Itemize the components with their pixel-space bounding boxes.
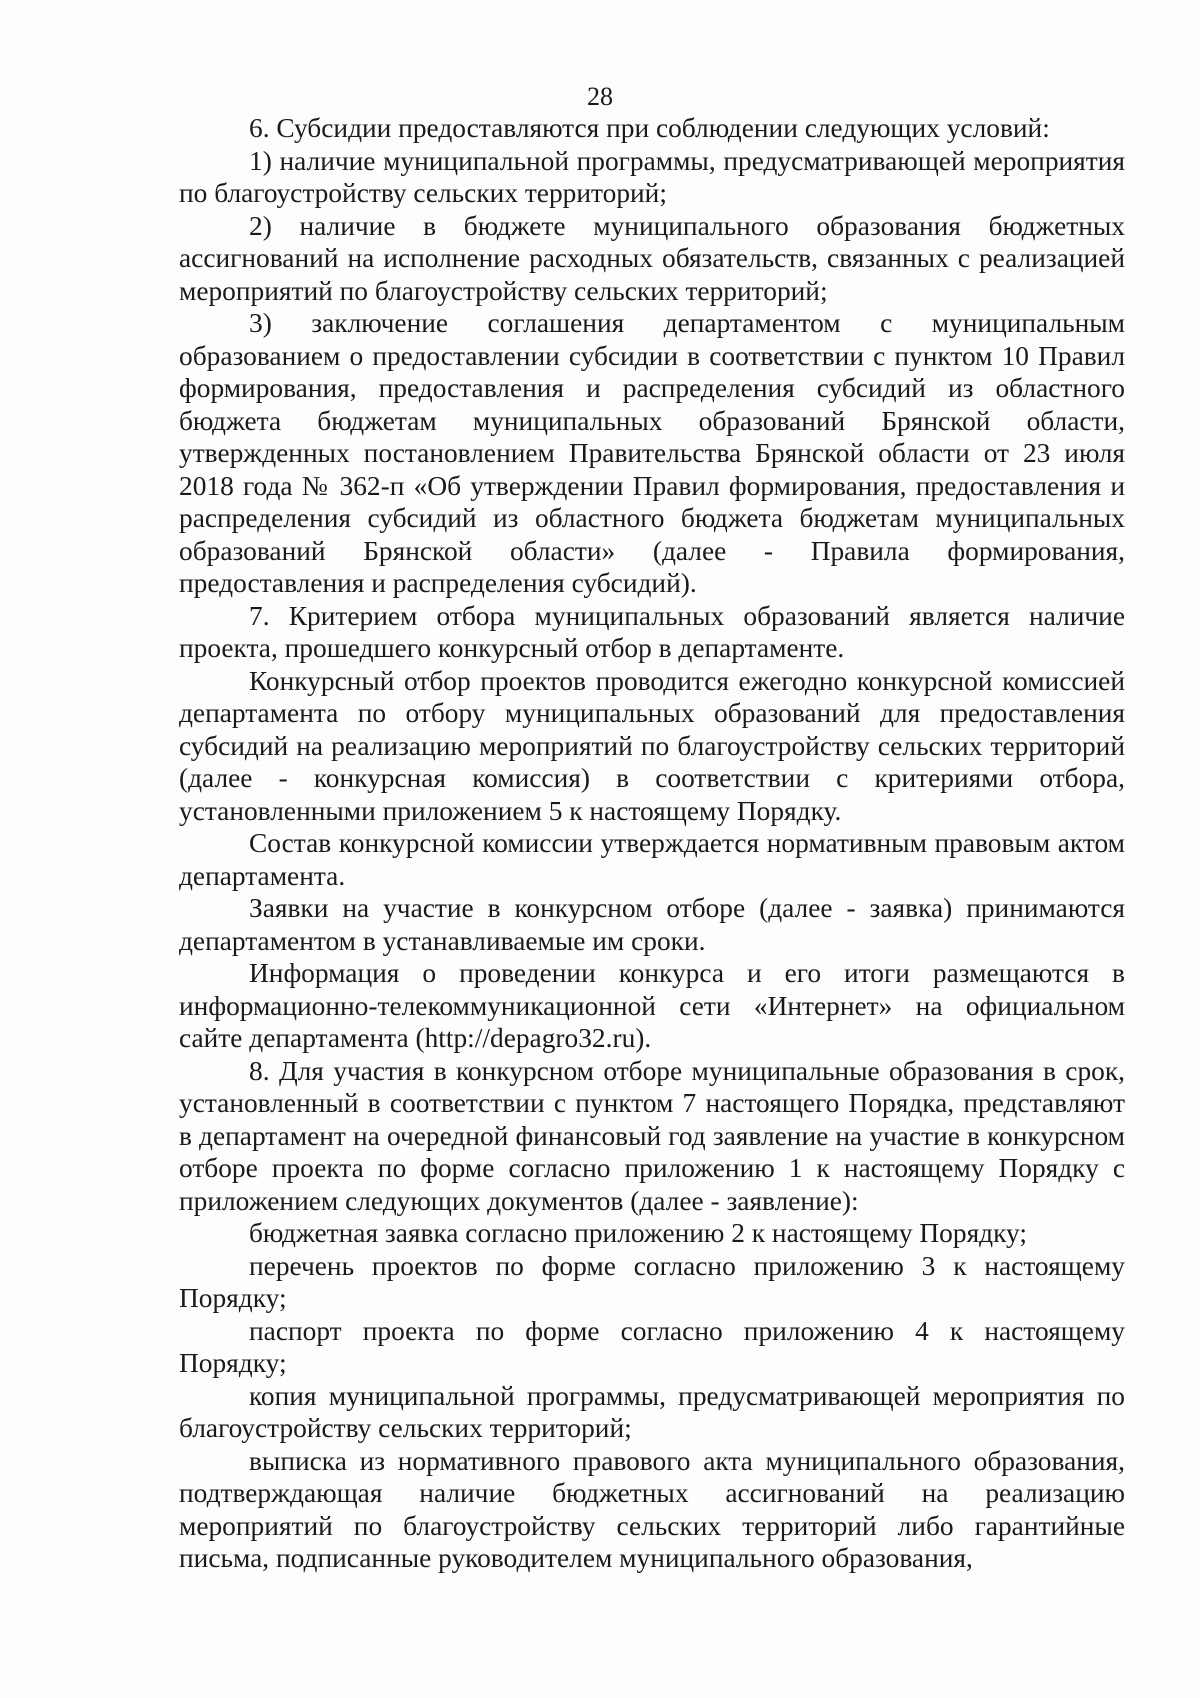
paragraph-7-applications: Заявки на участие в конкурсном отборе (далее - заявка) принимаются департаментом в устанавливаемые им сроки.	[179, 893, 1125, 956]
list-item-project-passport: паспорт проекта по форме согласно приложению 4 к настоящему Порядку;	[179, 1315, 1125, 1378]
paragraph-7-commission: Состав конкурсной комиссии утверждается нормативным правовым актом департамента.	[179, 828, 1125, 891]
paragraph-7-selection: Конкурсный отбор проектов проводится ежегодно конкурсной комиссией департамента по отбору муниципальных образований для предоставления субсидий на реализацию мероприятий по благоустройству сельских территорий (далее - конкурсная комиссия) в соответствии с критериями отбора, установленными приложением 5 к настоящему Порядку.	[179, 665, 1125, 826]
paragraph-6-3: 3) заключение соглашения департаментом с муниципальным образованием о предоставлении субсидии в соответствии с пунктом 10 Правил формирования, предоставления и распределения субсидий из областного бюджета бюджетам муниципальных образований Брянской области, утвержденных постановлением Правительства Брянской области от 23 июля 2018 года № 362-п «Об утверждении Правил формирования, предоставления и распределения субсидий из областного бюджета бюджетам муниципальных образований Брянской области» (далее - Правила формирования, предоставления и распределения субсидий).	[179, 308, 1125, 598]
list-item-program-copy: копия муниципальной программы, предусматривающей мероприятия по благоустройству сельских территорий;	[179, 1380, 1125, 1443]
paragraph-8: 8. Для участия в конкурсном отборе муниципальные образования в срок, установленный в соответствии с пунктом 7 настоящего Порядка, представляют в департамент на очередной финансовый год заявление на участие в конкурсном отборе проекта по форме согласно приложению 1 к настоящему Порядку с приложением следующих документов (далее - заявление):	[179, 1055, 1125, 1216]
paragraph-6-2: 2) наличие в бюджете муниципального образования бюджетных ассигнований на исполнение расходных обязательств, связанных с реализацией мероприятий по благоустройству сельских территорий;	[179, 210, 1125, 306]
paragraph-7: 7. Критерием отбора муниципальных образований является наличие проекта, прошедшего конкурсный отбор в департаменте.	[179, 600, 1125, 663]
list-item-project-list: перечень проектов по форме согласно приложению 3 к настоящему Порядку;	[179, 1250, 1125, 1313]
list-item-budget-request: бюджетная заявка согласно приложению 2 к настоящему Порядку;	[249, 1218, 1027, 1248]
document-body	[179, 112, 1125, 1575]
paragraph-7-information: Информация о проведении конкурса и его итоги размещаются в информационно-телекоммуникационной сети «Интернет» на официальном сайте департамента (http://depagro32.ru).	[179, 958, 1125, 1053]
paragraph-6: 6. Субсидии предоставляются при соблюдении следующих условий:	[249, 113, 1050, 143]
list-item-legal-act-extract: выписка из нормативного правового акта муниципального образования, подтверждающая наличие бюджетных ассигнований на реализацию мероприятий по благоустройству сельских территорий либо гарантийные письма, подписанные руководителем муниципального образования,	[179, 1445, 1125, 1573]
paragraph-6-1: 1) наличие муниципальной программы, предусматривающей мероприятия по благоустройству сельских территорий;	[179, 145, 1125, 208]
page-number: 28	[587, 82, 613, 111]
